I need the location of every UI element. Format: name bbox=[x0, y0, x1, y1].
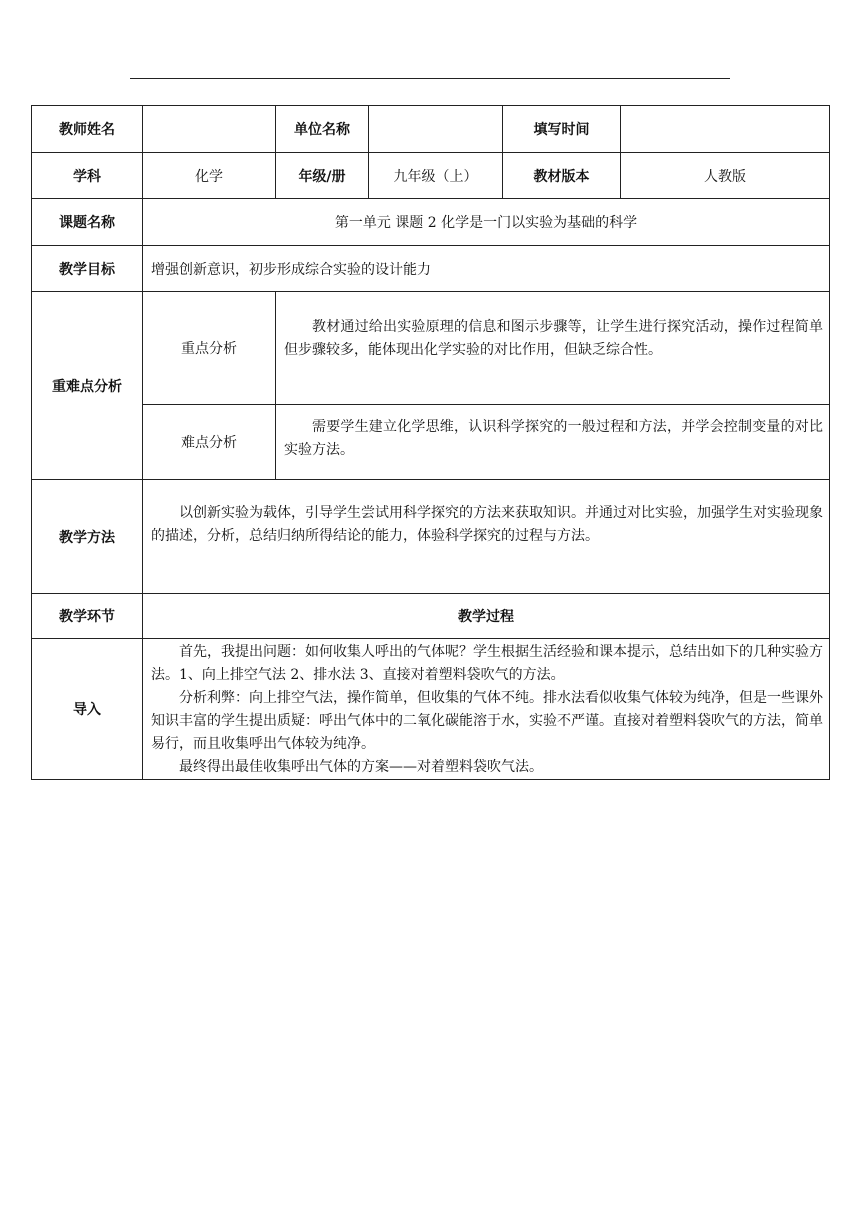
unit-name-field[interactable] bbox=[369, 106, 503, 153]
method-label: 教学方法 bbox=[32, 480, 143, 594]
key-analysis-row bbox=[32, 292, 830, 405]
intro-paragraph: 最终得出最佳收集呼出气体的方案——对着塑料袋吹气法。 bbox=[179, 759, 543, 775]
process-header-row bbox=[32, 594, 830, 639]
intro-label: 导入 bbox=[32, 639, 143, 780]
subject-value: 化学 bbox=[143, 153, 276, 199]
teacher-name-label: 教师姓名 bbox=[32, 106, 143, 153]
key-point-text bbox=[276, 292, 830, 405]
stage-header: 教学环节 bbox=[32, 594, 143, 639]
goal-row bbox=[32, 246, 830, 292]
lesson-plan-table bbox=[31, 105, 830, 780]
method-text bbox=[143, 480, 830, 594]
difficult-analysis-row bbox=[32, 405, 830, 480]
edition-label: 教材版本 bbox=[503, 153, 621, 199]
method-paragraph: 以创新实验为载体，引导学生尝试用科学探究的方法来获取知识。并通过对比实验，加强学生对实验现象的描述，分析，总结归纳所得结论的能力，体验科学探究的过程与方法。 bbox=[151, 505, 823, 544]
grade-value: 九年级（上） bbox=[369, 153, 503, 199]
method-row bbox=[32, 480, 830, 594]
difficult-point-label: 难点分析 bbox=[143, 405, 276, 480]
info-row-1 bbox=[32, 106, 830, 153]
difficult-point-paragraph: 需要学生建立化学思维，认识科学探究的一般过程和方法，并学会控制变量的对比实验方法。 bbox=[284, 418, 823, 458]
grade-label: 年级/册 bbox=[276, 153, 369, 199]
key-point-paragraph: 教材通过给出实验原理的信息和图示步骤等，让学生进行探究活动，操作过程简单但步骤较多，能体现出化学实验的对比作用，但缺乏综合性。 bbox=[284, 319, 823, 358]
goal-value: 增强创新意识，初步形成综合实验的设计能力 bbox=[143, 246, 830, 292]
header-rule bbox=[130, 78, 730, 79]
edition-value: 人教版 bbox=[621, 153, 830, 199]
fill-date-field[interactable] bbox=[621, 106, 830, 153]
intro-row bbox=[32, 639, 830, 780]
topic-row bbox=[32, 199, 830, 246]
intro-paragraph: 分析利弊：向上排空气法，操作简单，但收集的气体不纯。排水法看似收集气体较为纯净，但是一些课外知识丰富的学生提出质疑：呼出气体中的二氧化碳能溶于水，实验不严谨。直接对着塑料袋吹气的方法，简单易行，而且收集呼出气体较为纯净。 bbox=[151, 690, 823, 752]
analysis-label: 重难点分析 bbox=[32, 292, 143, 480]
goal-label: 教学目标 bbox=[32, 246, 143, 292]
teacher-name-field[interactable] bbox=[143, 106, 276, 153]
info-row-2 bbox=[32, 153, 830, 199]
topic-label: 课题名称 bbox=[32, 199, 143, 246]
topic-value: 第一单元 课题 2 化学是一门以实验为基础的科学 bbox=[143, 199, 830, 246]
process-header: 教学过程 bbox=[143, 594, 830, 639]
difficult-point-text bbox=[276, 405, 830, 480]
intro-text bbox=[143, 639, 830, 780]
intro-paragraph: 首先，我提出问题：如何收集人呼出的气体呢？学生根据生活经验和课本提示，总结出如下的几种实验方法。1、向上排空气法 2、排水法 3、直接对着塑料袋吹气的方法。 bbox=[151, 644, 823, 683]
fill-date-label: 填写时间 bbox=[503, 106, 621, 153]
subject-label: 学科 bbox=[32, 153, 143, 199]
unit-name-label: 单位名称 bbox=[276, 106, 369, 153]
key-point-label: 重点分析 bbox=[143, 292, 276, 405]
